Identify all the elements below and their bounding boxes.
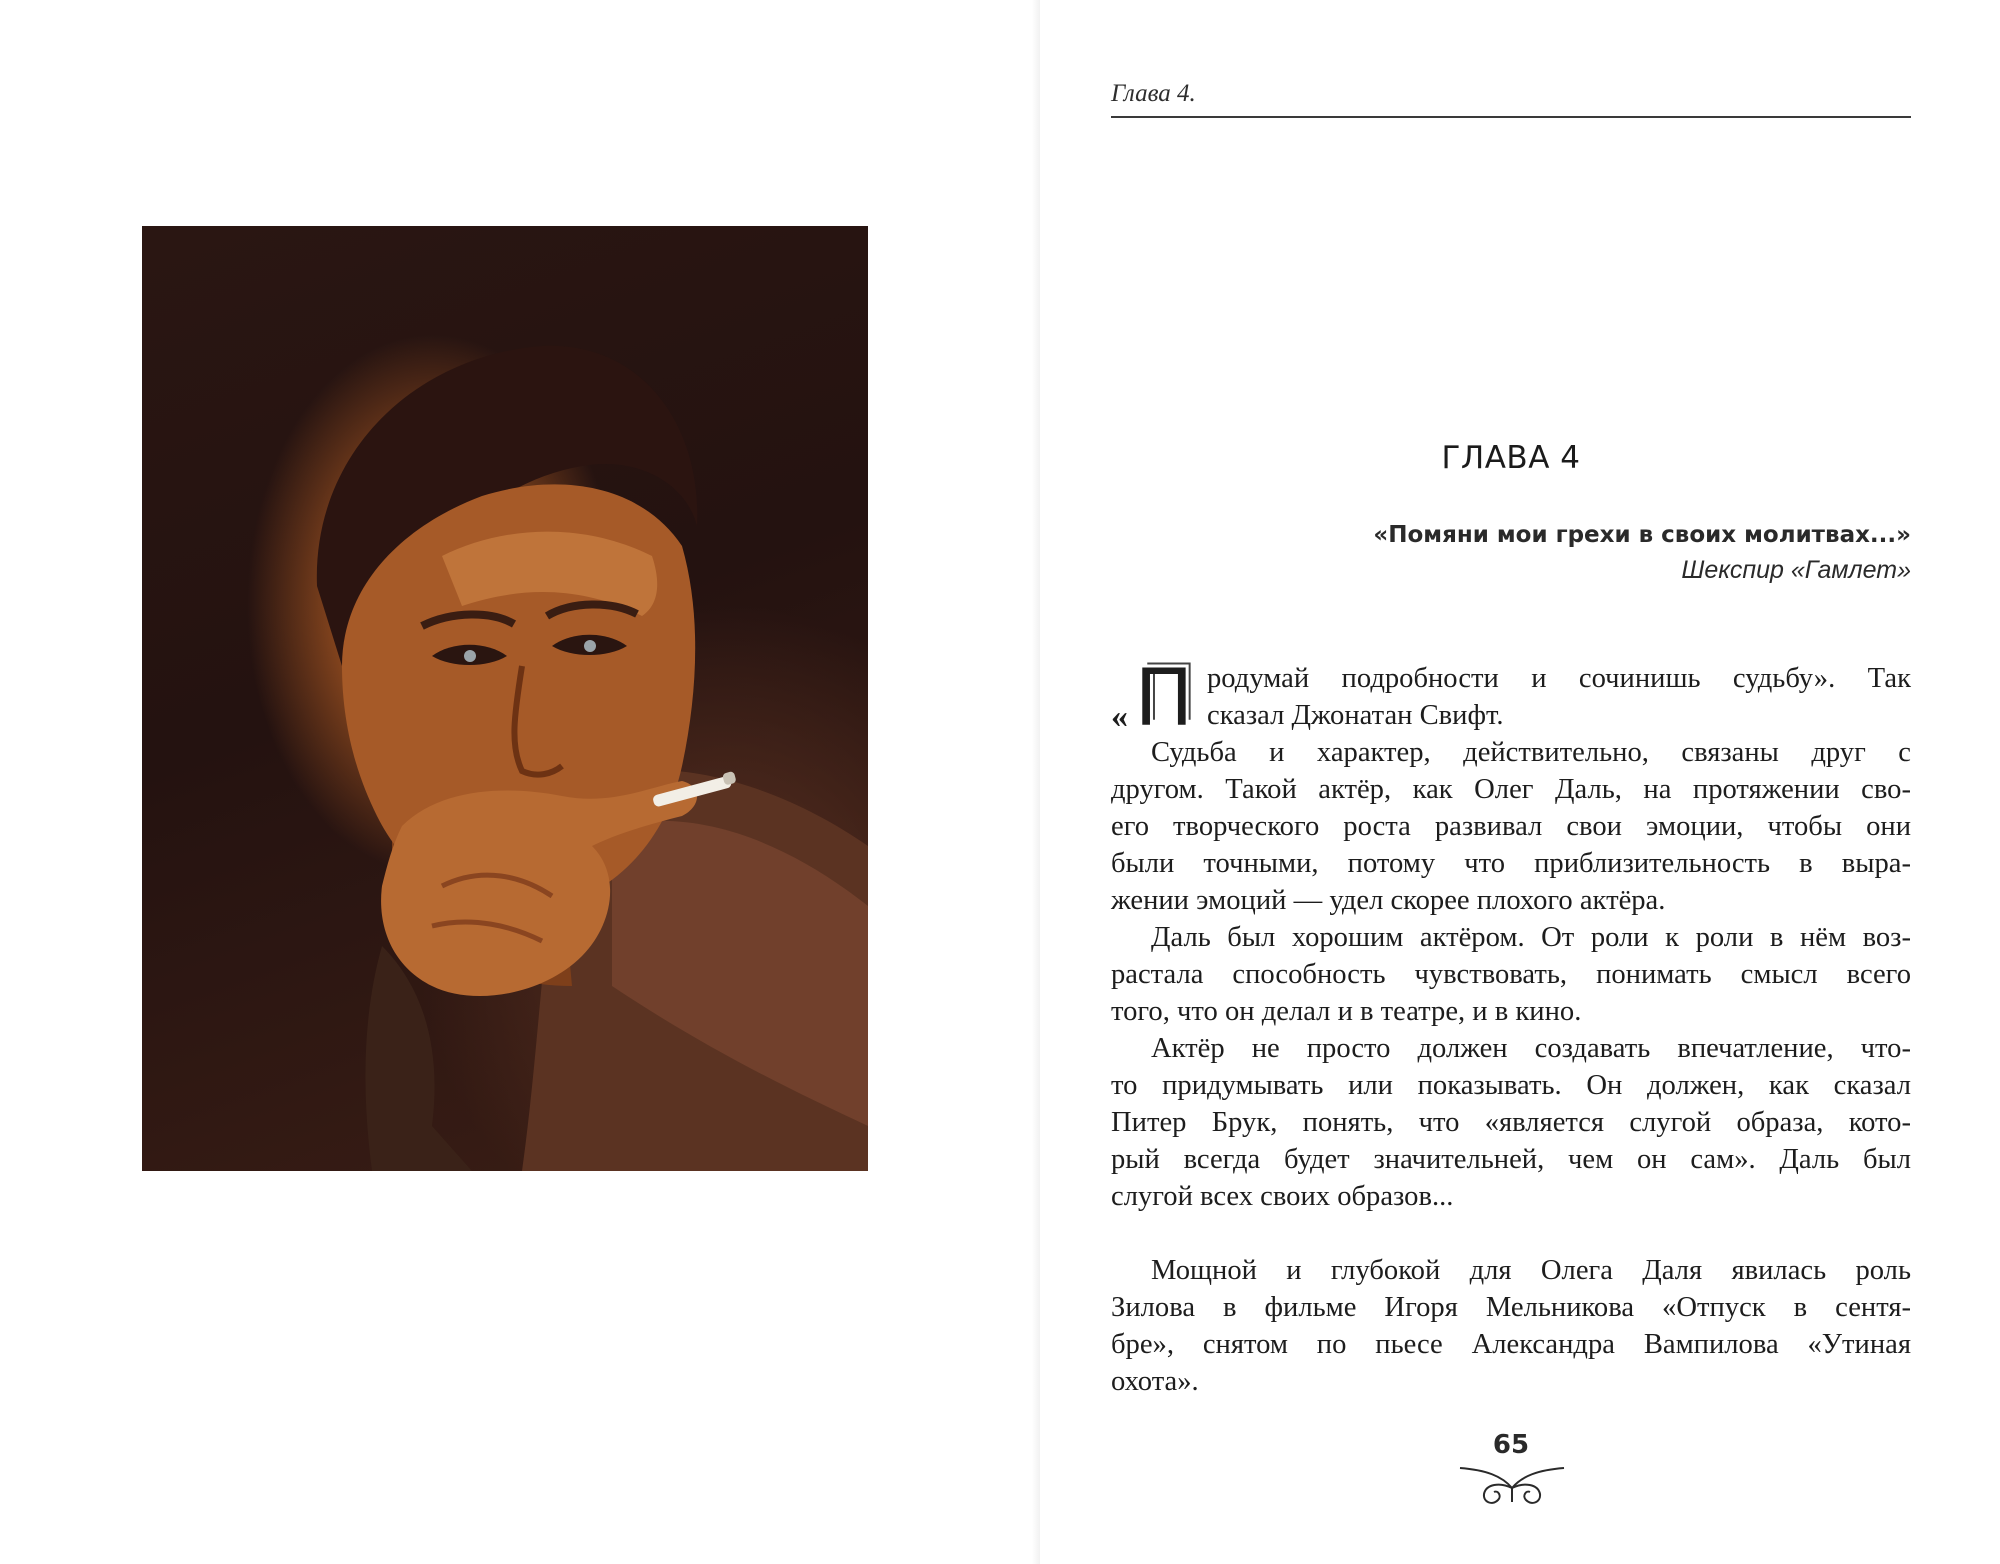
epigraph-source: Шекспир «Гамлет» xyxy=(1681,556,1911,584)
epigraph xyxy=(1111,522,1911,585)
running-header: Глава 4. xyxy=(1111,80,1196,107)
text-line: бре», снятом по пьесе Александра Вампилова «Утиная xyxy=(1111,1329,1911,1360)
header-rule xyxy=(1111,116,1911,118)
text-line: охота». xyxy=(1111,1366,1199,1397)
text-line: другом. Такой актёр, как Олег Даль, на протяжении сво- xyxy=(1111,774,1911,805)
text-line: рый всегда будет значительней, чем он сам». Даль был xyxy=(1111,1144,1911,1175)
text-line: его творческого роста развивал свои эмоции, чтобы они xyxy=(1111,811,1911,842)
text-line: были точными, потому что приблизительность в выра- xyxy=(1111,848,1911,879)
portrait-photo xyxy=(142,226,868,1171)
paragraph-gap xyxy=(1111,1215,1911,1252)
drop-cap xyxy=(1111,654,1197,744)
text-line: сказал Джонатан Свифт. xyxy=(1207,700,1504,731)
page-number: 65 xyxy=(1492,1430,1530,1460)
text-line: Судьба и характер, действительно, связаны друг с xyxy=(1151,737,1911,768)
text-line: Питер Брук, понять, что «является слугой образа, кото- xyxy=(1111,1107,1911,1138)
text-line: родумай подробности и сочинишь судьбу». Так xyxy=(1207,663,1911,694)
text-line: Даль был хорошим актёром. От роли к роли в нём воз- xyxy=(1151,922,1911,953)
flourish-ornament-icon xyxy=(1456,1462,1568,1508)
text-line: Актёр не просто должен создавать впечатление, что- xyxy=(1151,1033,1911,1064)
text-line: слугой всех своих образов... xyxy=(1111,1181,1454,1212)
text-line: растала способность чувствовать, понимать смысл всего xyxy=(1111,959,1911,990)
paragraph-3 xyxy=(1111,919,1911,1030)
epigraph-quote: «Помяни мои грехи в своих молитвах...» xyxy=(1373,522,1911,548)
text-line: того, что он делал и в театре, и в кино. xyxy=(1111,996,1582,1027)
paragraph-2 xyxy=(1111,734,1911,919)
text-line: жении эмоций — удел скорее плохого актёра. xyxy=(1111,885,1666,916)
text-line: Зилова в фильме Игоря Мельникова «Отпуск в сентя- xyxy=(1111,1292,1911,1323)
paragraph-1 xyxy=(1111,654,1911,744)
drop-cap-letter: П xyxy=(1134,654,1194,744)
body-text xyxy=(1111,654,1911,1400)
chapter-heading: ГЛАВА 4 xyxy=(1441,440,1581,476)
text-line: то придумывать или показывать. Он должен, как сказал xyxy=(1111,1070,1911,1101)
drop-cap-quote-mark: « xyxy=(1111,698,1128,735)
text-line: Мощной и глубокой для Олега Даля явилась роль xyxy=(1151,1255,1911,1286)
portrait-illustration xyxy=(142,226,868,1171)
paragraph-5 xyxy=(1111,1252,1911,1400)
paragraph-4 xyxy=(1111,1030,1911,1215)
